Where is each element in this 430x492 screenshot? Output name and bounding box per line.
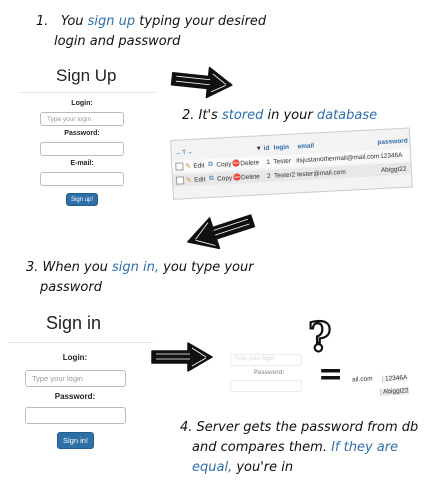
row-edit-link[interactable]: Edit xyxy=(193,161,205,170)
step2-hl-stored: stored xyxy=(221,108,264,123)
step1-number: 1. xyxy=(36,14,49,29)
step4-caption xyxy=(180,418,428,478)
cell-login: Tester xyxy=(273,157,292,166)
db-col-id[interactable]: id xyxy=(263,144,270,152)
delete-icon: ⛔ xyxy=(232,174,242,182)
step2-hl-database: database xyxy=(316,108,378,123)
signup-password-input[interactable] xyxy=(40,142,124,156)
cell-password: 12346A xyxy=(379,151,403,160)
db-nav-icon[interactable]: ←T→ xyxy=(175,148,193,157)
question-mark-icon: ? xyxy=(308,314,332,361)
equals-sign-icon: = xyxy=(318,357,344,392)
db-col-password[interactable]: password xyxy=(377,137,408,146)
row-delete-link[interactable]: Delete xyxy=(240,172,261,181)
signup-email-input[interactable] xyxy=(40,172,124,186)
step2-text-b: in your xyxy=(263,108,317,123)
cell-id: 1 xyxy=(266,158,271,166)
compared-email: ail.com xyxy=(351,375,373,384)
step4-hl-equal: equal, xyxy=(192,460,233,475)
step1-line2: login and password xyxy=(54,34,181,49)
row-copy-link[interactable]: Copy xyxy=(216,160,232,169)
row-copy-link[interactable]: Copy xyxy=(216,174,233,183)
arrow-right-icon xyxy=(148,340,218,374)
signup-login-input[interactable]: Type your login xyxy=(40,112,124,126)
step4-line1: 4. Server gets the password from db xyxy=(180,420,419,435)
step2-text-a: 2. It's xyxy=(182,108,222,123)
cell-password: Abiggt22 xyxy=(380,165,407,174)
signin-login-label: Login: xyxy=(62,353,88,362)
step3-line2: password xyxy=(40,280,102,295)
signup-button[interactable]: Sign up! xyxy=(66,193,98,206)
db-col-email[interactable]: email xyxy=(297,141,315,150)
db-table xyxy=(170,127,413,199)
row-checkbox[interactable] xyxy=(176,176,184,184)
signin-button[interactable]: Sign in! xyxy=(57,432,94,449)
step3-caption xyxy=(26,258,286,298)
faded-login-placeholder: Type your login xyxy=(234,356,275,362)
arrow-down-left-icon xyxy=(178,206,258,256)
db-col-login[interactable]: login xyxy=(273,143,290,152)
copy-icon: ⧉ xyxy=(208,160,214,169)
signup-login-label: Login: xyxy=(71,100,93,107)
compared-password-2: Abiggt22 xyxy=(380,387,409,395)
row-delete-link[interactable]: Delete xyxy=(240,158,260,167)
signup-divider xyxy=(20,92,155,93)
signin-login-input[interactable]: Type your login xyxy=(25,370,126,387)
signup-password-label: Password: xyxy=(64,130,100,137)
faded-password-input xyxy=(230,380,302,392)
signin-password-input[interactable] xyxy=(25,407,126,424)
step3-text-a: 3. When you xyxy=(26,260,113,275)
delete-icon: ⛔ xyxy=(232,160,241,168)
step1-pre: You xyxy=(60,14,88,29)
step4-line2a: and compares them. xyxy=(192,440,332,455)
step1-caption xyxy=(36,12,286,52)
signup-title: Sign Up xyxy=(56,66,117,85)
step1-post: typing your desired xyxy=(135,14,267,29)
step1-highlight: sign up xyxy=(87,14,136,29)
signin-password-label: Password: xyxy=(54,392,96,401)
cell-login: Tester2 xyxy=(273,170,296,180)
signin-title: Sign in xyxy=(46,313,102,333)
faded-password-label: Password: xyxy=(254,370,285,376)
row-checkbox[interactable] xyxy=(175,162,183,170)
cell-email: itsjustanothermail@mail.com xyxy=(296,152,380,164)
row-edit-link[interactable]: Edit xyxy=(193,175,206,184)
cell-email: tester@mail.com xyxy=(296,168,346,178)
arrow-right-icon xyxy=(168,62,238,102)
step4-hl-if-equal: If they are xyxy=(331,440,399,455)
signin-divider xyxy=(8,342,153,343)
signup-email-label: E-mail: xyxy=(70,160,94,167)
step3-hl-signin: sign in, xyxy=(112,260,160,275)
step2-caption xyxy=(182,106,422,126)
sort-arrow-icon: ▼ xyxy=(255,144,263,153)
pencil-icon: ✎ xyxy=(185,176,192,185)
step4-line3b: you're in xyxy=(232,460,294,475)
pencil-icon: ✎ xyxy=(185,162,192,171)
step3-text-b: you type your xyxy=(159,260,254,275)
compared-password-1: 12346A xyxy=(382,374,408,382)
cell-id: 2 xyxy=(266,172,271,180)
copy-icon: ⧉ xyxy=(208,174,214,183)
